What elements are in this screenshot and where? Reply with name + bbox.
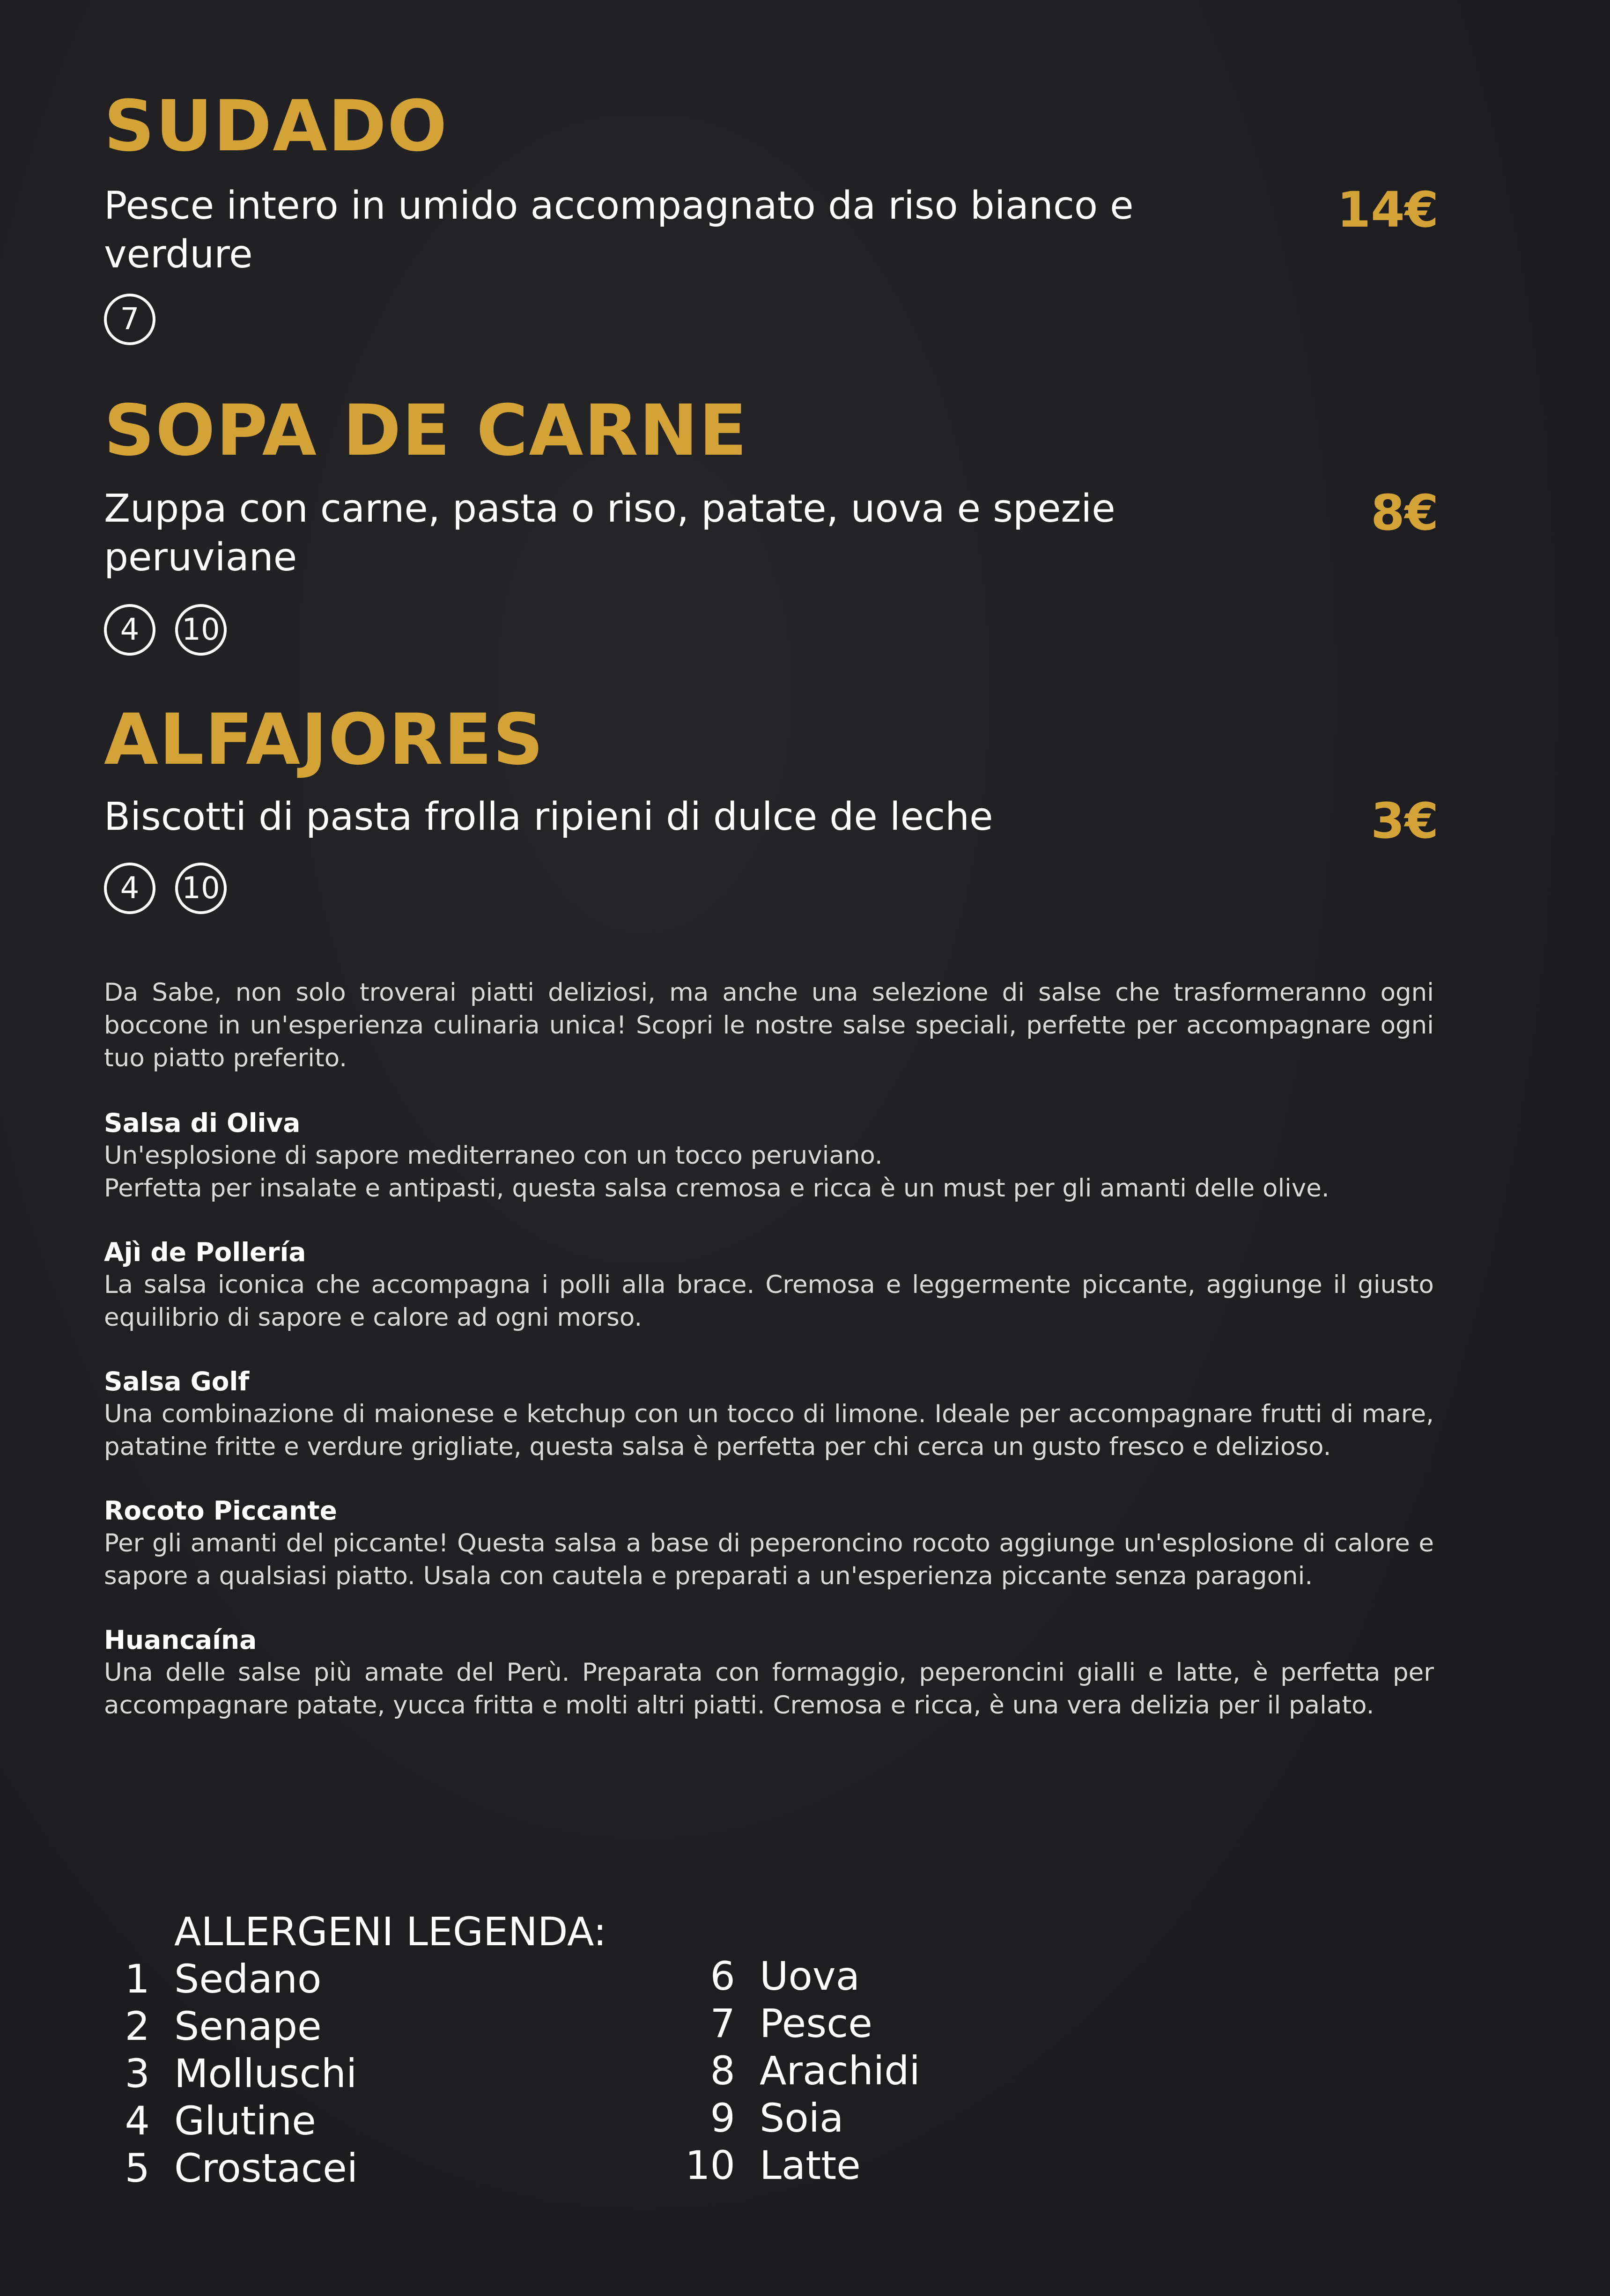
- dish-price: 14€: [1337, 181, 1439, 238]
- sauce-item: [104, 1624, 1434, 1722]
- allergen-row: [665, 2095, 920, 2142]
- allergen-name: Latte: [760, 2142, 861, 2188]
- allergen-number: 4: [125, 2098, 150, 2144]
- allergen-name: Senape: [174, 2003, 322, 2049]
- dish-price: 3€: [1371, 792, 1439, 849]
- allergen-number: 7: [710, 2001, 735, 2046]
- dish-name: SUDADO: [104, 86, 448, 167]
- dish-description: Pesce intero in umido accompagnato da riso bianco e verdure: [104, 184, 1134, 277]
- allergen-row: [665, 1953, 920, 2000]
- allergen-badge: 10: [175, 863, 227, 914]
- sauce-name: Huancaína: [104, 1625, 257, 1655]
- allergen-badge: 4: [104, 604, 155, 656]
- sauce-description: Una delle salse più amate del Perù. Preparata con formaggio, peperoncini gialli e latte, è perfetta per accompagnare patate, yucca fritta e molti altri piatti. Cremosa e ricca, è una vera delizia per il palato.: [104, 1658, 1434, 1720]
- allergen-number: 1: [125, 1956, 150, 2002]
- allergen-badge: 10: [175, 604, 227, 656]
- allergen-legend-title: ALLERGENI LEGENDA:: [174, 1909, 607, 1955]
- allergen-row: [665, 2142, 920, 2189]
- sauce-description: Perfetta per insalate e antipasti, questa salsa cremosa e ricca è un must per gli amanti delle olive.: [104, 1174, 1329, 1203]
- allergen-row: [665, 2047, 920, 2095]
- allergen-name: Glutine: [174, 2098, 316, 2144]
- allergen-row: [80, 2050, 358, 2097]
- dish-sudado: [104, 87, 1439, 349]
- sauce-name: Salsa Golf: [104, 1366, 250, 1396]
- allergen-name: Soia: [760, 2095, 844, 2141]
- sauce-description: La salsa iconica che accompagna i polli alla brace. Cremosa e leggermente piccante, aggiunge il giusto equilibrio di sapore e calore ad ogni morso.: [104, 1270, 1434, 1332]
- allergen-number: 2: [125, 2003, 150, 2049]
- allergen-name: Crostacei: [174, 2145, 358, 2191]
- sauce-description: Una combinazione di maionese e ketchup con un tocco di limone. Ideale per accompagnare frutti di mare, patatine fritte e verdure grigliate, questa salsa è perfetta per chi cerca un gusto fresco e delizioso.: [104, 1400, 1434, 1461]
- allergen-badges: [104, 604, 227, 656]
- allergen-number: 6: [710, 1953, 735, 1999]
- allergen-row: [80, 2097, 358, 2145]
- dish-description: Biscotti di pasta frolla ripieni di dulce de leche: [104, 795, 993, 839]
- sauce-item: [104, 1494, 1434, 1593]
- dish-name: ALFAJORES: [104, 699, 545, 781]
- dish-name: SOPA DE CARNE: [104, 390, 748, 472]
- sauces-intro: Da Sabe, non solo troverai piatti deliziosi, ma anche una selezione di salse che trasformeranno ogni boccone in un'esperienza culinaria unica! Scopri le nostre salse speciali, perfette per accompagnare ogni tuo piatto preferito.: [104, 978, 1434, 1072]
- allergen-number: 8: [710, 2048, 735, 2094]
- dish-alfajores: [104, 700, 1439, 925]
- allergen-row: [80, 1956, 358, 2003]
- sauce-item: [104, 1107, 1434, 1205]
- sauce-name: Ajì de Pollería: [104, 1237, 306, 1267]
- allergen-row: [80, 2003, 358, 2050]
- sauce-item: [104, 1236, 1434, 1334]
- sauce-description: Un'esplosione di sapore mediterraneo con un tocco peruviano.: [104, 1141, 883, 1170]
- allergen-row: [665, 2000, 920, 2047]
- allergen-name: Uova: [760, 1953, 860, 1999]
- dish-sopa-de-carne: [104, 391, 1439, 663]
- allergen-badges: [104, 294, 155, 345]
- allergen-name: Arachidi: [760, 2048, 920, 2094]
- dish-price: 8€: [1371, 484, 1439, 541]
- dish-description: Zuppa con carne, pasta o riso, patate, uova e spezie peruviane: [104, 487, 1115, 580]
- allergen-legend-left: [80, 1956, 358, 2192]
- allergen-badge: 4: [104, 863, 155, 914]
- allergen-name: Sedano: [174, 1956, 322, 2002]
- sauce-name: Rocoto Piccante: [104, 1496, 337, 1526]
- sauces-section: [104, 976, 1434, 1753]
- allergen-number: 5: [125, 2145, 150, 2191]
- allergen-number: 10: [685, 2142, 735, 2188]
- sauce-item: [104, 1365, 1434, 1463]
- sauce-description: Per gli amanti del piccante! Questa salsa a base di peperoncino rocoto aggiunge un'esplosione di calore e sapore a qualsiasi piatto. Usala con cautela e preparati a un'esperienza piccante senza paragoni.: [104, 1529, 1434, 1590]
- allergen-name: Molluschi: [174, 2051, 357, 2097]
- allergen-number: 3: [125, 2051, 150, 2097]
- allergen-badge: 7: [104, 294, 155, 345]
- allergen-legend-right: [665, 1953, 920, 2189]
- allergen-number: 9: [710, 2095, 735, 2141]
- allergen-name: Pesce: [760, 2001, 872, 2046]
- sauce-name: Salsa di Oliva: [104, 1108, 301, 1138]
- allergen-badges: [104, 863, 227, 914]
- allergen-row: [80, 2145, 358, 2192]
